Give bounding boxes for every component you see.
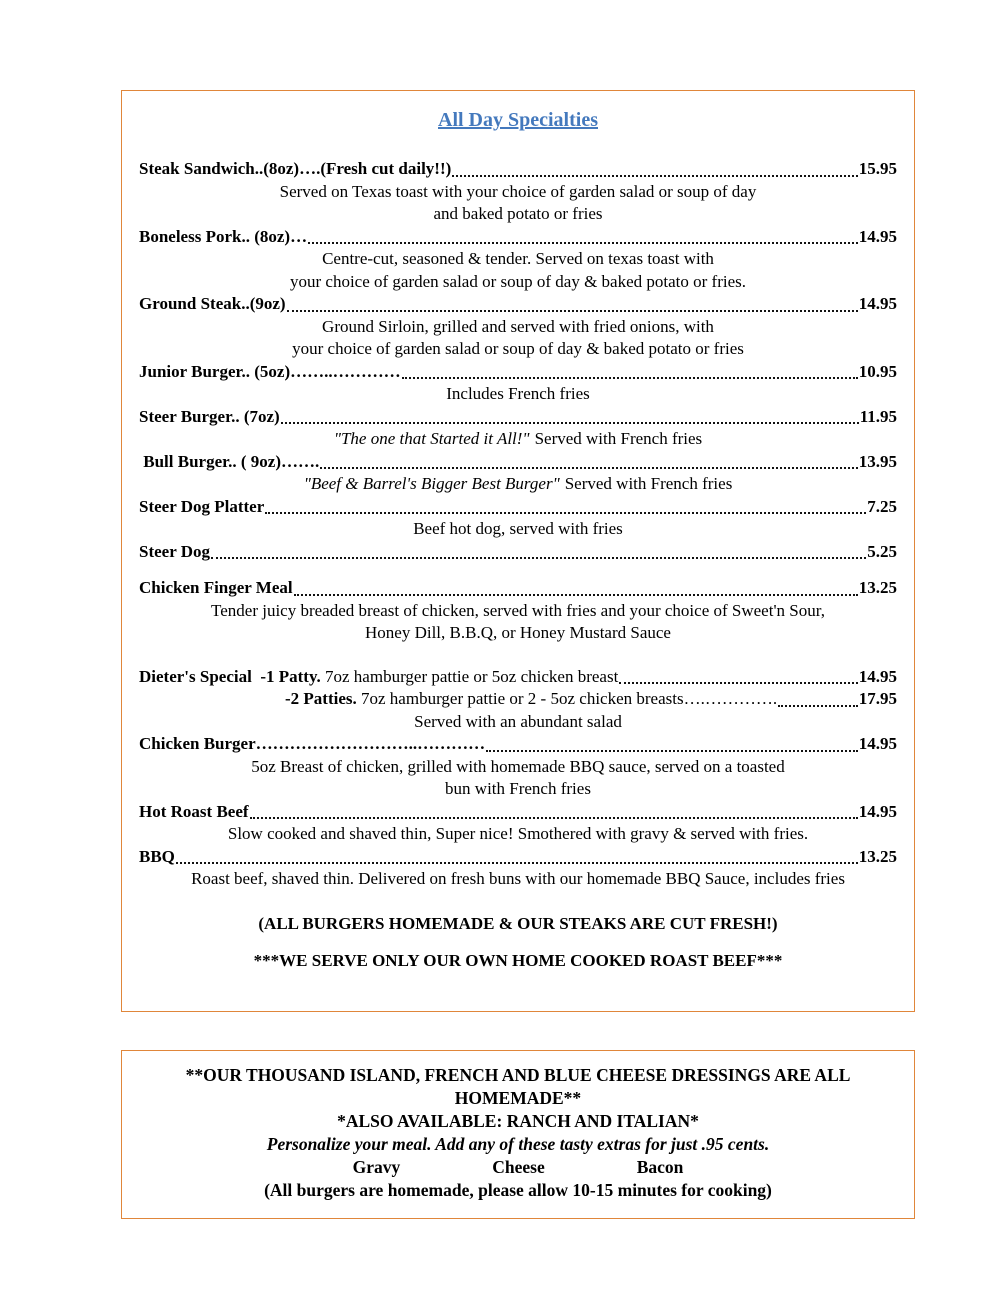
personalize-note: Personalize your meal. Add any of these tasty extras for just .95 cents. bbox=[266, 1134, 770, 1154]
item-description: and baked potato or fries bbox=[433, 204, 603, 223]
item-description: 5oz Breast of chicken, grilled with homemade BBQ sauce, served on a toasted bbox=[251, 756, 785, 776]
extra-cheese: Cheese bbox=[492, 1157, 545, 1177]
burgers-homemade-note: (ALL BURGERS HOMEMADE & OUR STEAKS ARE CUT FRESH!) bbox=[258, 913, 778, 933]
item-desc-rest: Served with French fries bbox=[564, 474, 733, 493]
item-quote: "Beef & Barrel's Bigger Best Burger" bbox=[303, 474, 560, 493]
item-name: Steer Burger.. (7oz) bbox=[139, 406, 280, 426]
item-description: Tender juicy breaded breast of chicken, served with fries and your choice of Sweet'n Sour, bbox=[211, 600, 825, 620]
item-price: 14.95 bbox=[858, 734, 897, 753]
item-description bbox=[139, 428, 897, 451]
dotted-leader bbox=[250, 817, 858, 819]
item-name: Boneless Pork.. (8oz)… bbox=[139, 226, 308, 246]
item-line bbox=[139, 361, 897, 384]
dotted-leader bbox=[452, 175, 857, 177]
item-line bbox=[139, 496, 897, 519]
item-name: Junior Burger.. (5oz)……..………… bbox=[139, 361, 401, 381]
item-name: Ground Steak..(9oz) bbox=[139, 294, 286, 313]
item-name: Steer Dog Platter bbox=[139, 496, 265, 516]
item-name: Steak Sandwich..(8oz)….(Fresh cut daily!!) bbox=[139, 159, 452, 178]
dressings-note-line1: **OUR THOUSAND ISLAND, FRENCH AND BLUE CHEESE DRESSINGS ARE ALL bbox=[185, 1065, 851, 1085]
item-desc-rest: Served with French fries bbox=[534, 429, 703, 448]
menu-item-steer-dog-platter bbox=[139, 496, 897, 541]
item-price: 14.95 bbox=[858, 294, 897, 313]
menu-item-chicken-burger bbox=[139, 733, 897, 801]
item-description: Served on Texas toast with your choice of garden salad or soup of day bbox=[279, 181, 757, 201]
cooking-time-note: (All burgers are homemade, please allow 10-15 minutes for cooking) bbox=[264, 1180, 772, 1200]
menu-item-bull-burger bbox=[139, 451, 897, 496]
item-price: 13.95 bbox=[858, 451, 897, 471]
item-line bbox=[285, 688, 897, 711]
item-price: 5.25 bbox=[867, 541, 897, 561]
item-description: your choice of garden salad or soup of day & baked potato or fries. bbox=[289, 271, 747, 291]
dotted-leader bbox=[619, 682, 857, 684]
item-name: Chicken Finger Meal bbox=[139, 578, 293, 597]
dotted-leader bbox=[320, 467, 858, 469]
roast-beef-note: ***WE SERVE ONLY OUR OWN HOME COOKED ROAST BEEF*** bbox=[253, 951, 783, 970]
item-line bbox=[139, 577, 897, 600]
item-line bbox=[139, 541, 897, 564]
extras-row bbox=[144, 1156, 892, 1179]
item-name: Dieter's Special -1 Patty. bbox=[139, 666, 326, 686]
menu-item-hot-roast-beef bbox=[139, 801, 897, 846]
dotted-leader bbox=[778, 705, 858, 707]
item-price: 7.25 bbox=[867, 496, 897, 516]
item-price: 11.95 bbox=[859, 406, 897, 426]
item-description: your choice of garden salad or soup of day & baked potato or fries bbox=[292, 339, 744, 358]
menu-item-steak-sandwich bbox=[139, 158, 897, 226]
item-price: 15.95 bbox=[858, 159, 897, 178]
menu-item-ground-steak bbox=[139, 293, 897, 361]
item-price: 13.25 bbox=[858, 578, 897, 597]
item-line bbox=[139, 158, 897, 181]
item-description: Roast beef, shaved thin. Delivered on fresh buns with our homemade BBQ Sauce, includes fries bbox=[191, 869, 845, 888]
dotted-leader bbox=[281, 422, 859, 424]
item-text: 7oz hamburger pattie or 5oz chicken breast bbox=[325, 666, 619, 686]
dotted-leader bbox=[308, 242, 858, 244]
item-description: Ground Sirloin, grilled and served with fried onions, with bbox=[322, 316, 714, 336]
item-price: 10.95 bbox=[858, 361, 897, 381]
item-price: 14.95 bbox=[858, 226, 897, 246]
item-description: Slow cooked and shaved thin, Super nice! Smothered with gravy & served with fries. bbox=[227, 824, 809, 843]
dotted-leader bbox=[176, 862, 858, 864]
item-line bbox=[139, 733, 897, 756]
item-line bbox=[139, 226, 897, 249]
item-description: Honey Dill, B.B.Q, or Honey Mustard Sauce bbox=[365, 623, 671, 642]
item-line bbox=[139, 451, 897, 474]
item-price: 13.25 bbox=[858, 846, 897, 866]
also-available-note: *ALSO AVAILABLE: RANCH AND ITALIAN* bbox=[337, 1111, 699, 1131]
menu-item-chicken-finger-meal bbox=[139, 577, 897, 645]
menu-item-steer-dog bbox=[139, 541, 897, 564]
menu-item-boneless-pork bbox=[139, 226, 897, 294]
item-text: 7oz hamburger pattie or 2 - 5oz chicken breasts….…………. bbox=[361, 689, 778, 708]
extra-gravy: Gravy bbox=[352, 1157, 401, 1177]
item-description: bun with French fries bbox=[445, 779, 591, 798]
item-description: Served with an abundant salad bbox=[414, 711, 622, 731]
dotted-leader bbox=[211, 557, 866, 559]
item-description: Beef hot dog, served with fries bbox=[413, 519, 623, 538]
item-price: 14.95 bbox=[858, 801, 897, 821]
menu-item-bbq bbox=[139, 846, 897, 891]
item-line bbox=[139, 846, 897, 869]
item-line bbox=[139, 801, 897, 824]
menu-item-junior-burger bbox=[139, 361, 897, 406]
dressings-note-line2: HOMEMADE** bbox=[454, 1088, 582, 1108]
dotted-leader bbox=[402, 377, 858, 379]
item-name: Hot Roast Beef bbox=[139, 801, 249, 821]
item-name: BBQ bbox=[139, 846, 175, 866]
item-name: Chicken Burger………………………..………… bbox=[139, 734, 486, 753]
item-line bbox=[139, 293, 897, 316]
item-description: Includes French fries bbox=[446, 384, 590, 403]
item-description bbox=[139, 473, 897, 496]
item-description: Centre-cut, seasoned & tender. Served on texas toast with bbox=[322, 249, 714, 268]
item-name: -2 Patties. bbox=[285, 689, 362, 708]
dotted-leader bbox=[287, 310, 858, 312]
item-price: 17.95 bbox=[858, 689, 897, 708]
item-line bbox=[139, 406, 897, 429]
page-title: All Day Specialties bbox=[438, 109, 598, 131]
notes-box bbox=[121, 1050, 915, 1219]
item-name: Steer Dog bbox=[139, 541, 210, 561]
dotted-leader bbox=[486, 750, 858, 752]
menu-item-dieters-special bbox=[139, 666, 897, 734]
specialties-box bbox=[121, 90, 915, 1012]
item-name: Bull Burger.. ( 9oz)……. bbox=[139, 451, 320, 471]
item-quote: "The one that Started it All!" bbox=[333, 429, 530, 448]
extra-bacon: Bacon bbox=[636, 1157, 684, 1177]
dotted-leader bbox=[265, 512, 866, 514]
item-line bbox=[139, 666, 897, 689]
item-price: 14.95 bbox=[858, 666, 897, 686]
dotted-leader bbox=[294, 594, 858, 596]
menu-item-steer-burger bbox=[139, 406, 897, 451]
